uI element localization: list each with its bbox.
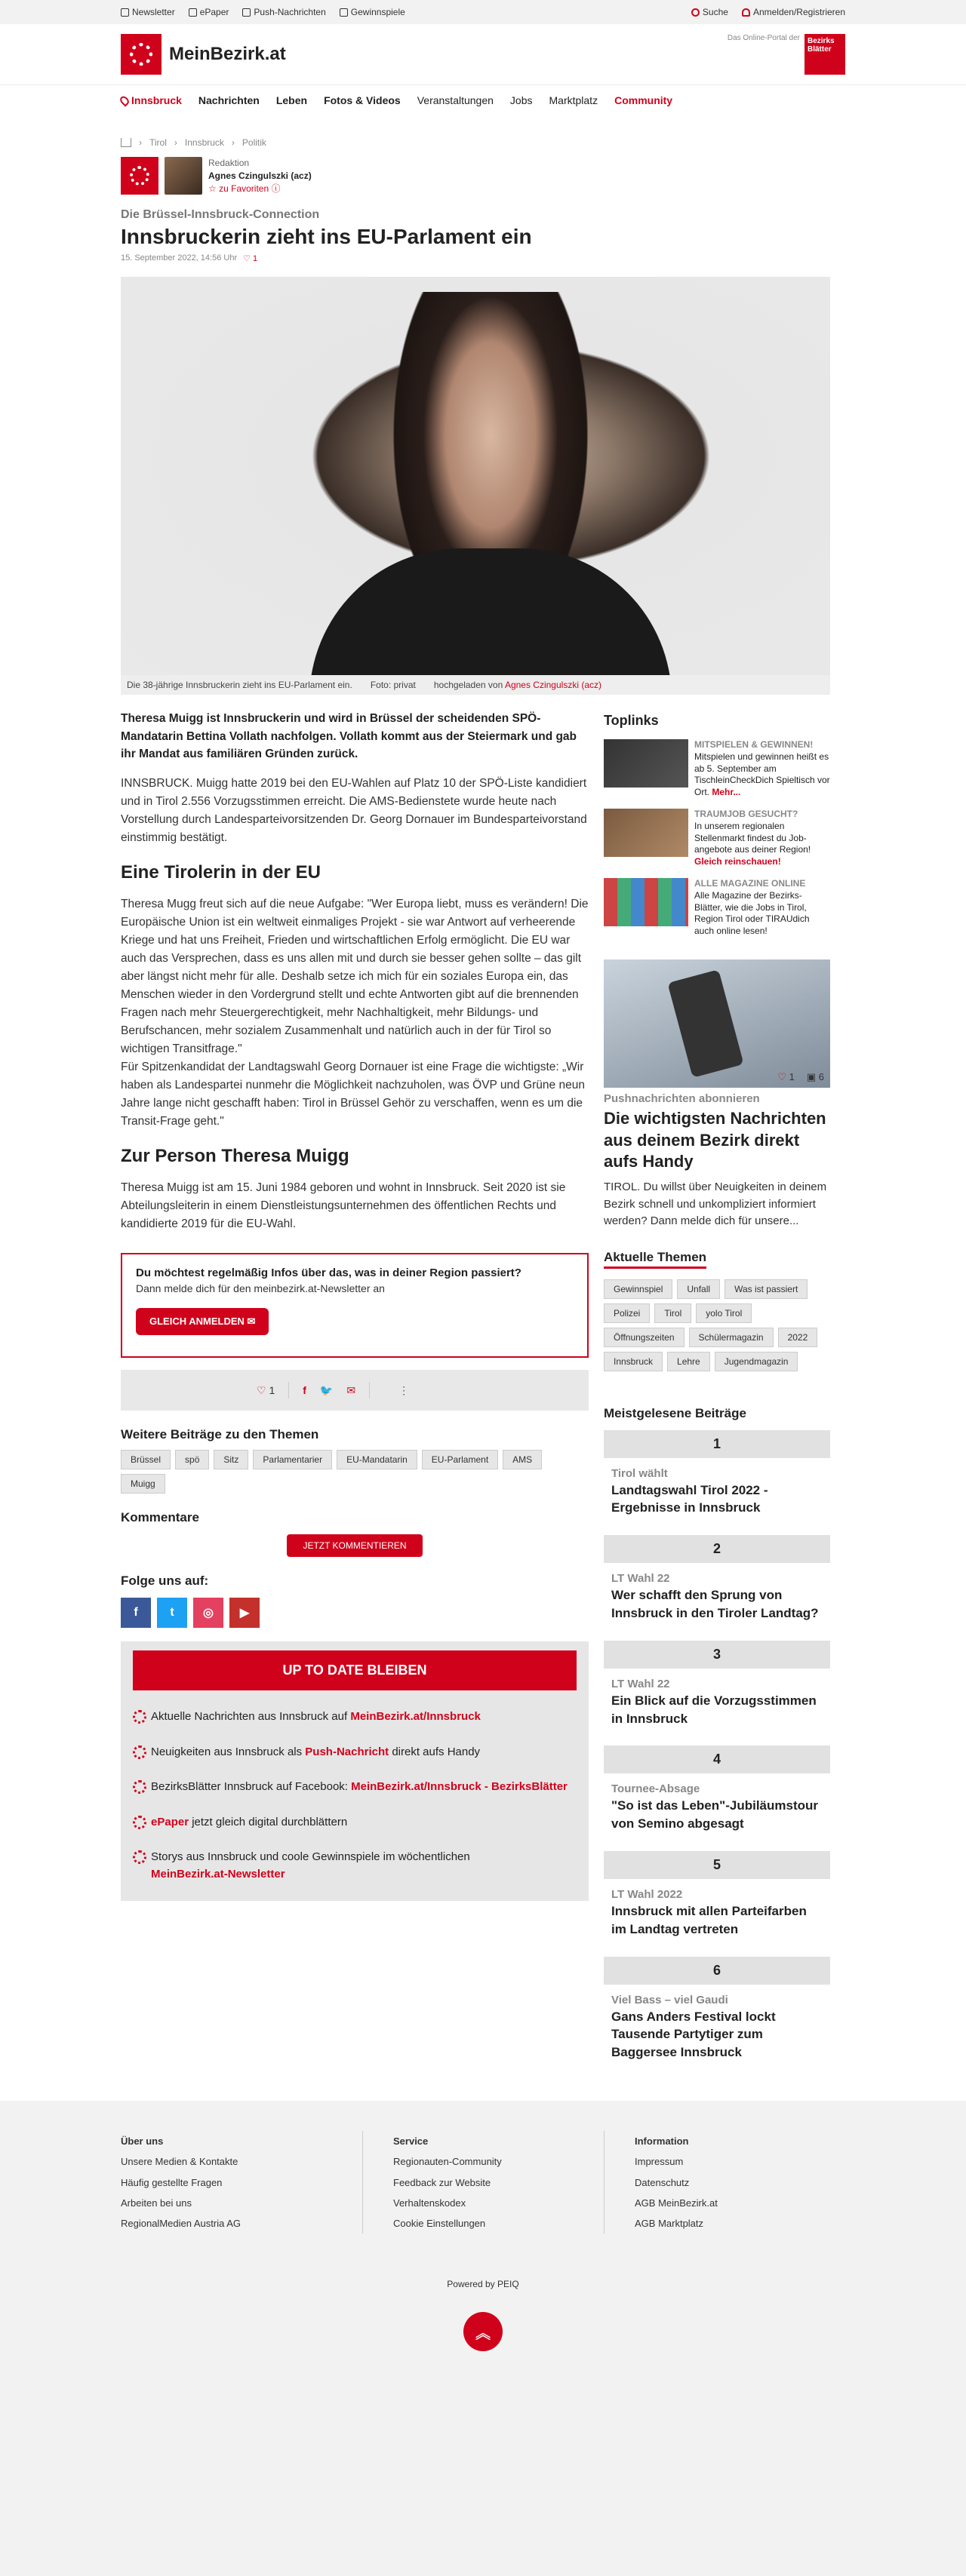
search-link[interactable]: Suche xyxy=(691,7,728,17)
author-role: Redaktion xyxy=(208,158,250,168)
bezirk-icon xyxy=(133,1850,146,1864)
logo-icon xyxy=(121,34,162,75)
uploader-link[interactable]: Agnes Czingulszki (acz) xyxy=(504,680,601,691)
avatar[interactable] xyxy=(165,157,202,195)
facebook-icon[interactable]: f xyxy=(121,1598,151,1628)
tag[interactable]: Polizei xyxy=(604,1303,650,1323)
epaper-link[interactable]: ePaper xyxy=(189,7,229,17)
push-image[interactable] xyxy=(604,959,830,1088)
twitter-share-icon[interactable]: 🐦 xyxy=(319,1383,334,1396)
twitter-icon[interactable]: t xyxy=(157,1598,187,1628)
epaper-icon xyxy=(189,8,197,17)
tag[interactable]: Brüssel xyxy=(121,1450,171,1469)
footer-heading: Service xyxy=(393,2135,429,2147)
push-summary: TIROL. Du willst über Neuigkeiten in deinem Bezirk schnell und unkompliziert informiert werden? Dann melde dich für unsere... xyxy=(604,1181,827,1228)
tag[interactable]: Öffnungszeiten xyxy=(604,1328,685,1347)
toplink-item[interactable]: TRAUMJOB GESUCHT? In unserem regionalen Stellenmarkt findest du Job-angebote aus deiner Region! Gleich reinschauen! xyxy=(604,809,830,867)
epaper-link[interactable]: ePaper xyxy=(151,1815,189,1828)
toplink-item[interactable]: MITSPIELEN & GEWINNEN! Mitspielen und gewinnen heißt es ab 5. September am TischleinCheckDich Spieltisch vor Ort. Mehr... xyxy=(604,739,830,798)
most-read-item[interactable]: 1 Tirol wählt Landtagswahl Tirol 2022 - Ergebnisse in Innsbruck xyxy=(604,1430,830,1527)
mail-icon: ✉ xyxy=(247,1316,256,1328)
tag[interactable]: Gewinnspiel xyxy=(604,1279,672,1299)
article-paragraph: INNSBRUCK. Muigg hatte 2019 bei den EU-Wahlen auf Platz 10 der SPÖ-Liste kandidiert und in Tirol 2.556 Vorzugsstimmen erreicht. Die AMS-Bedienstete wurde heute nach Vorstellung durch Landesparteivorsitzenden Dr. Georg Dornauer im Bundesparteivorstand einstimmig bestätigt. xyxy=(121,777,587,845)
most-read-item[interactable]: 5 LT Wahl 2022 Innsbruck mit allen Parteifarben im Landtag vertreten xyxy=(604,1851,830,1948)
article-paragraph: Theresa Muigg ist am 15. Juni 1984 geboren und wohnt in Innsbruck. Seit 2020 ist sie Abteilungsleiterin in einem Dienstleistungsunternehmen des öffentlichen Rechts und kandidierte 2019 für die EU-Wahl. xyxy=(121,1181,566,1231)
section-heading: Zur Person Theresa Muigg xyxy=(121,1146,349,1167)
tag[interactable]: Jugendmagazin xyxy=(715,1352,798,1371)
utility-bar xyxy=(0,0,966,24)
newsletter-signup-button[interactable]: GLEICH ANMELDEN ✉ xyxy=(136,1308,269,1335)
share-bar xyxy=(121,1370,589,1411)
tag[interactable]: yolo Tirol xyxy=(696,1303,752,1323)
toplink-thumbnail xyxy=(604,809,688,857)
nav-leben[interactable]: Leben xyxy=(275,94,308,106)
article-paragraph: Theresa Mugg freut sich auf die neue Aufgabe: "Wer Europa liebt, muss es verändern! Die Europäische Union ist ein weltweit einmaliges Projekt - sie war Antwort auf verheerende Kriege und hat uns Freiheit, Frieden und wirtschaftlichen Erfolg ermöglicht. Die EU war auch das Versprechen, dass es uns allen mit und durch sie besser gehen sollte – das gilt aber längst nicht mehr für alle. Deshalb setze ich mich für ein soziales Europa ein, das Menschen wieder in den Vordergrund stellt und echte Antworten gibt auf die brennenden Fragen nach mehr Steuergerechtigkeit, mehr Nachhaltigkeit, mehr Bildungs- und Berufschancen, mehr sozialem Zusammenhalt und natürlich auch in der für Tirol so wichtigen Transitfrage." xyxy=(121,898,589,1056)
site-logo[interactable] xyxy=(121,34,286,75)
facebook-share-icon[interactable]: f xyxy=(303,1384,306,1397)
page-title: Innsbruckerin zieht ins EU-Parlament ein xyxy=(121,225,532,249)
bezirksblaetter-logo: Bezirks Blätter xyxy=(804,34,845,75)
tag[interactable]: Tirol xyxy=(654,1303,691,1323)
sidebar xyxy=(604,710,830,2071)
info-icon: ⓘ xyxy=(271,183,281,194)
footer-link[interactable]: Impressum xyxy=(635,2156,684,2168)
most-read-item[interactable]: 2 LT Wahl 22 Wer schafft den Sprung von Innsbruck in den Tiroler Landtag? xyxy=(604,1535,830,1632)
push-kicker: Pushnachrichten abonnieren xyxy=(604,1092,760,1106)
page-body xyxy=(0,115,966,2101)
toplink-item[interactable]: ALLE MAGAZINE ONLINE Alle Magazine der Bezirks-Blätter, wie die Jobs in Tirol, Region Tirol oder TIRAUdich auch online lesen! xyxy=(604,878,830,937)
footer-link[interactable]: RegionalMedien Austria AG xyxy=(121,2218,241,2230)
breadcrumb: › Tirol › Innsbruck › Politik xyxy=(121,137,845,148)
like-button[interactable]: ♡ 1 xyxy=(257,1383,275,1396)
innsbruck-link[interactable]: MeinBezirk.at/Innsbruck xyxy=(350,1710,481,1724)
search-icon xyxy=(691,8,700,17)
follow-title: Folge uns auf: xyxy=(121,1574,209,1589)
favorite-link[interactable]: ☆ zu Favoriten ⓘ xyxy=(208,183,281,194)
tag[interactable]: Schülermagazin xyxy=(689,1328,774,1347)
more-options-icon[interactable]: ⋮ xyxy=(398,1383,410,1396)
home-icon[interactable] xyxy=(121,138,131,147)
bezirk-icon xyxy=(133,1745,146,1759)
breadcrumb-politik[interactable]: Politik xyxy=(242,137,266,148)
most-read-item[interactable]: 6 Viel Bass – viel Gaudi Gans Anders Festival lockt Tausende Partytiger zum Baggersee Innsbruck xyxy=(604,1957,830,2071)
newsletter-link[interactable]: Newsletter xyxy=(121,7,175,17)
nav-veranstaltungen[interactable]: Veranstaltungen xyxy=(417,94,494,106)
uptodate-box: UP TO DATE BLEIBEN Aktuelle Nachrichten aus Innsbruck auf MeinBezirk.at/Innsbruck Neuigkeiten aus Innsbruck als Push-Nachricht direkt aufs Handy BezirksBlätter Innsbruck auf Facebook: MeinBezirk.at/Innsbruck - BezirksBlätter ePaper jetzt gleich digital durchblättern Storys aus Innsbruck und coole Gewinnspiele im wöchentlichen MeinBezirk.at-Newsletter xyxy=(121,1641,589,1901)
footer-heading: Über uns xyxy=(121,2135,164,2147)
article-body xyxy=(121,710,589,2071)
footer-link[interactable]: Regionauten-Community xyxy=(393,2156,502,2168)
logo-text: MeinBezirk.at xyxy=(169,44,286,64)
breadcrumb-tirol[interactable]: Tirol xyxy=(149,137,167,148)
newsletter-box: Du möchtest regelmäßig Infos über das, was in deiner Region passiert? Dann melde dich für den meinbezirk.at-Newsletter an GLEICH ANMELDEN ✉ xyxy=(121,1253,589,1358)
main-nav xyxy=(0,84,966,115)
hero-image[interactable] xyxy=(121,277,830,675)
bezirk-icon xyxy=(133,1780,146,1794)
tag[interactable]: EU-Parlament xyxy=(422,1450,498,1469)
footer-heading: Information xyxy=(635,2135,689,2147)
footer-link[interactable]: AGB Marktplatz xyxy=(635,2218,704,2230)
newsletter-link[interactable]: MeinBezirk.at-Newsletter xyxy=(151,1867,285,1881)
current-topic-tags xyxy=(604,1279,830,1371)
most-read-item[interactable]: 4 Tournee-Absage "So ist das Leben"-Jubiläumstour von Semino abgesagt xyxy=(604,1745,830,1842)
footer-link[interactable]: Arbeiten bei uns xyxy=(121,2197,192,2209)
tag[interactable]: Was ist passiert xyxy=(724,1279,808,1299)
article-paragraph: Für Spitzenkandidat der Landtagswahl Georg Dornauer ist eine Frage die wichtigste: „Wir haben als Landespartei nunmehr die Möglichkeit nachzuholen, was ÖVP und Grüne neun Jahre lange nicht geschafft haben: Tirol in Brüssel Gehör zu verschaffen, wenn es um die Transit-Frage geht." xyxy=(121,1061,585,1128)
powered-by[interactable]: Powered by PEIQ xyxy=(447,2279,519,2290)
social-links xyxy=(121,1598,589,1628)
site-footer xyxy=(0,2101,966,2389)
nav-community[interactable]: Community xyxy=(614,94,673,106)
facebook-page-link[interactable]: MeinBezirk.at/Innsbruck - BezirksBlätter xyxy=(351,1780,568,1794)
nav-nachrichten[interactable]: Nachrichten xyxy=(198,94,260,106)
tag[interactable]: AMS xyxy=(503,1450,542,1469)
youtube-icon[interactable]: ▶ xyxy=(229,1598,260,1628)
mail-icon xyxy=(121,8,129,17)
bezirk-icon xyxy=(133,1710,146,1724)
like-count[interactable]: ♡ 1 xyxy=(777,1071,795,1083)
comment-button[interactable]: JETZT KOMMENTIEREN xyxy=(287,1534,423,1557)
breadcrumb-innsbruck[interactable]: Innsbruck xyxy=(184,137,224,148)
footer-link[interactable]: Feedback zur Website xyxy=(393,2176,491,2188)
related-tags xyxy=(121,1450,589,1494)
footer-link[interactable]: AGB MeinBezirk.at xyxy=(635,2197,718,2209)
login-link[interactable]: Anmelden/Registrieren xyxy=(742,7,845,17)
footer-link[interactable]: Cookie Einstellungen xyxy=(393,2218,486,2230)
tag[interactable]: Lehre xyxy=(667,1352,710,1371)
tag[interactable]: Innsbruck xyxy=(604,1352,663,1371)
gewinnspiele-link[interactable]: Gewinnspiele xyxy=(340,7,405,17)
footer-link[interactable]: Verhaltenskodex xyxy=(393,2197,466,2209)
tag[interactable]: 2022 xyxy=(778,1328,818,1347)
back-to-top-icon[interactable]: ︽ xyxy=(463,2312,503,2351)
author-box xyxy=(121,157,845,195)
location-pin-icon xyxy=(118,94,131,106)
tag[interactable]: Unfall xyxy=(677,1279,720,1299)
gift-icon xyxy=(340,8,348,17)
footer-link[interactable]: Datenschutz xyxy=(635,2176,690,2188)
redaktion-logo xyxy=(121,157,158,195)
bezirk-icon xyxy=(133,1816,146,1829)
instagram-icon[interactable]: ◎ xyxy=(193,1598,223,1628)
push-title[interactable]: Die wichtigsten Nachrichten aus deinem Bezirk direkt aufs Handy xyxy=(604,1109,826,1171)
nav-fotos-videos[interactable]: Fotos & Videos xyxy=(324,94,401,106)
section-heading: Eine Tirolerin in der EU xyxy=(121,862,321,883)
mail-share-icon[interactable]: ✉ xyxy=(346,1383,356,1396)
footer-link[interactable]: Unsere Medien & Kontakte xyxy=(121,2156,238,2168)
tag[interactable]: EU-Mandatarin xyxy=(337,1450,417,1469)
site-header xyxy=(0,24,966,84)
author-name[interactable]: Agnes Czingulszki (acz) xyxy=(208,170,312,181)
bell-icon xyxy=(242,8,251,17)
current-topics-title: Aktuelle Themen xyxy=(604,1250,706,1269)
toplinks-title: Toplinks xyxy=(604,713,659,729)
toplink-thumbnail xyxy=(604,878,688,926)
image-count: ▣ 6 xyxy=(806,1071,824,1083)
tag[interactable]: Sitz xyxy=(214,1450,248,1469)
toplink-thumbnail xyxy=(604,739,688,788)
tag[interactable]: Muigg xyxy=(121,1474,165,1494)
article-kicker: Die Brüssel-Innsbruck-Connection xyxy=(121,208,320,222)
push-link[interactable]: Push-Nachricht xyxy=(305,1745,389,1758)
image-caption: Die 38-jährige Innsbruckerin zieht ins EU-Parlament ein. Foto: privat hochgeladen von Agnes Czingulszki (acz) xyxy=(121,675,830,695)
user-icon xyxy=(742,8,750,17)
push-link[interactable]: Push-Nachrichten xyxy=(242,7,325,17)
location-selector[interactable]: Innsbruck xyxy=(121,94,182,106)
like-count[interactable]: ♡ 1 xyxy=(243,254,258,264)
nav-jobs[interactable]: Jobs xyxy=(509,94,533,106)
article-date: 15. September 2022, 14:56 Uhr ♡ 1 xyxy=(121,253,258,264)
comments-title: Kommentare xyxy=(121,1510,199,1525)
related-topics-title: Weitere Beiträge zu den Themen xyxy=(121,1427,319,1442)
most-read-title: Meistgelesene Beiträge xyxy=(604,1405,746,1420)
nav-marktplatz[interactable]: Marktplatz xyxy=(549,94,598,106)
tag[interactable]: spö xyxy=(175,1450,209,1469)
tag[interactable]: Parlamentarier xyxy=(253,1450,332,1469)
uptodate-banner: UP TO DATE BLEIBEN xyxy=(133,1650,577,1690)
footer-link[interactable]: Häufig gestellte Fragen xyxy=(121,2176,223,2188)
article-lead: Theresa Muigg ist Innsbruckerin und wird in Brüssel der scheidenden SPÖ-Mandatarin Bettina Vollath nachfolgen. Vollath kommt aus der Steiermark und gab ihr Mandat aus familiären Gründen zurück. xyxy=(121,712,577,760)
portal-badge[interactable]: Das Online-Portal der Bezirks Blätter xyxy=(728,34,845,75)
most-read-item[interactable]: 3 LT Wahl 22 Ein Blick auf die Vorzugsstimmen in Innsbruck xyxy=(604,1641,830,1737)
